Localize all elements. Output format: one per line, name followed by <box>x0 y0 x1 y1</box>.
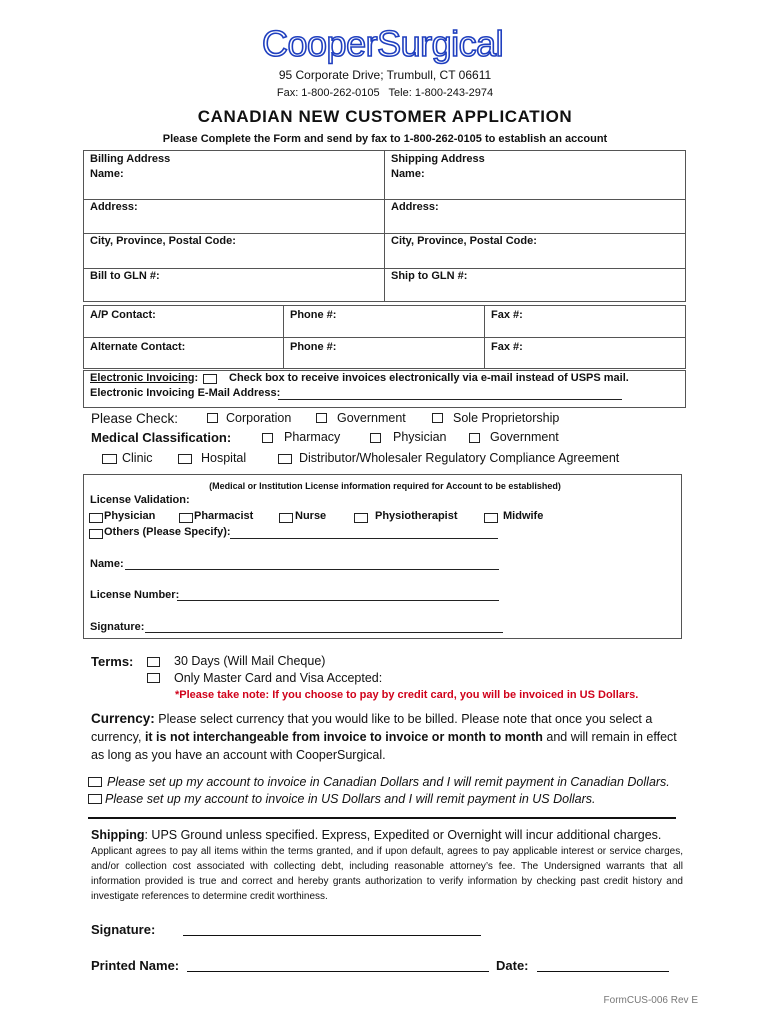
hospital-label: Hospital <box>201 451 247 465</box>
license-signature-label: Signature: <box>90 621 145 633</box>
einvoice-email-input[interactable] <box>278 399 622 400</box>
shipping-terms-text: Shipping: UPS Ground unless specified. Express, Expedited or Overnight will incur additional charges. <box>91 828 662 842</box>
logo-text: CooperSurgical <box>262 23 504 64</box>
divider <box>283 305 284 369</box>
physician-checkbox[interactable] <box>370 433 381 443</box>
legal-agreement-text: Applicant agrees to pay all items within the terms granted, and if upon default, agrees to pay applicable interest or service charges, and/or collection cost associated with collecting debt, including reasonable attorney’s fee. The Undersigned warrants that all information provided is true and correct and hereby grants authorization to verify information by checking past credit history and investigate references to determine credit worthiness. <box>91 846 683 902</box>
license-nurse-label: Nurse <box>295 510 327 522</box>
license-signature-input[interactable] <box>145 632 503 633</box>
address-divider <box>384 150 385 302</box>
terms-30days-checkbox[interactable] <box>147 657 160 667</box>
shipping-address-field[interactable]: Address: <box>391 201 439 213</box>
company-address: 95 Corporate Drive; Trumbull, CT 06611 <box>278 68 492 82</box>
einvoice-checkbox[interactable] <box>203 374 217 384</box>
einvoice-label: Electronic Invoicing: <box>90 372 199 384</box>
license-others-label: Others (Please Specify): <box>104 526 231 538</box>
printed-name-input[interactable] <box>187 971 489 972</box>
printed-name-label: Printed Name: <box>91 958 180 973</box>
license-pharmacist-checkbox[interactable] <box>179 513 193 523</box>
company-contact: Fax: 1-800-262-0105 Tele: 1-800-243-2974 <box>276 87 494 99</box>
clinic-checkbox[interactable] <box>102 454 117 464</box>
terms-30days-label: 30 Days (Will Mail Cheque) <box>174 654 326 668</box>
currency-text-line2: currency, it is not interchangeable from invoice to invoice or month to month and will remain in effect <box>91 730 677 744</box>
divider <box>83 233 686 234</box>
license-name-label: Name: <box>90 558 124 570</box>
license-validation-label: License Validation: <box>90 494 190 506</box>
currency-usd-label: Please set up my account to invoice in US Dollars and I will remit payment in US Dollars. <box>105 792 596 806</box>
shipping-gln-field[interactable]: Ship to GLN #: <box>391 270 468 282</box>
divider <box>83 337 686 338</box>
divider <box>83 268 686 269</box>
pharmacy-checkbox[interactable] <box>262 433 273 443</box>
license-note: (Medical or Institution License information required for Account to be established) <box>209 481 561 491</box>
billing-gln-field[interactable]: Bill to GLN #: <box>90 270 160 282</box>
license-pharmacist-label: Pharmacist <box>194 510 254 522</box>
currency-text-line3: as long as you have an account with CooperSurgical. <box>91 748 386 762</box>
sole-proprietorship-label: Sole Proprietorship <box>453 411 560 425</box>
medical-classification-label: Medical Classification: <box>91 430 232 445</box>
government-med-label: Government <box>490 430 559 444</box>
divider <box>83 199 686 200</box>
license-midwife-label: Midwife <box>503 510 544 522</box>
corporation-label: Corporation <box>226 411 292 425</box>
please-check-label: Please Check: <box>91 411 179 426</box>
alt-fax-field[interactable]: Fax #: <box>491 341 523 353</box>
license-physiotherapist-checkbox[interactable] <box>354 513 368 523</box>
distributor-checkbox[interactable] <box>278 454 292 464</box>
distributor-label: Distributor/Wholesaler Regulatory Compliance Agreement <box>299 451 620 465</box>
terms-credit-note: *Please take note: If you choose to pay by credit card, you will be invoiced in US Dollars. <box>175 689 639 701</box>
signature-input[interactable] <box>183 935 481 936</box>
corporation-checkbox[interactable] <box>207 413 218 423</box>
shipping-heading: Shipping Address <box>391 153 485 165</box>
government-med-checkbox[interactable] <box>469 433 480 443</box>
divider <box>484 305 485 369</box>
physician-label: Physician <box>393 430 447 444</box>
license-physician-label: Physician <box>104 510 156 522</box>
terms-label: Terms: <box>91 654 134 669</box>
billing-name-field[interactable]: Name: <box>90 168 124 180</box>
terms-credit-card-label: Only Master Card and Visa Accepted: <box>174 671 383 685</box>
alt-phone-field[interactable]: Phone #: <box>290 341 337 353</box>
ap-phone-field[interactable]: Phone #: <box>290 309 337 321</box>
shipping-city-field[interactable]: City, Province, Postal Code: <box>391 235 537 247</box>
currency-usd-checkbox[interactable] <box>88 794 102 804</box>
license-number-label: License Number: <box>90 589 180 601</box>
license-nurse-checkbox[interactable] <box>279 513 293 523</box>
ap-contact-field[interactable]: A/P Contact: <box>90 309 156 321</box>
billing-address-field[interactable]: Address: <box>90 201 138 213</box>
billing-city-field[interactable]: City, Province, Postal Code: <box>90 235 236 247</box>
einvoice-checkbox-text: Check box to receive invoices electronically via e-mail instead of USPS mail. <box>229 372 629 384</box>
hospital-checkbox[interactable] <box>178 454 192 464</box>
form-id: FormCUS-006 Rev E <box>603 995 698 1006</box>
coopersurgical-logo <box>262 22 512 66</box>
billing-heading: Billing Address <box>90 153 171 165</box>
license-name-input[interactable] <box>125 569 499 570</box>
sole-proprietorship-checkbox[interactable] <box>432 413 443 423</box>
shipping-name-field[interactable]: Name: <box>391 168 425 180</box>
form-instructions: Please Complete the Form and send by fax to 1-800-262-0105 to establish an account <box>162 133 608 145</box>
einvoice-email-label: Electronic Invoicing E-Mail Address: <box>90 387 281 399</box>
currency-cad-checkbox[interactable] <box>88 777 102 787</box>
page-title: CANADIAN NEW CUSTOMER APPLICATION <box>197 107 573 126</box>
license-others-checkbox[interactable] <box>89 529 103 539</box>
government-label: Government <box>337 411 406 425</box>
currency-text-line1: Currency: Please select currency that you would like to be billed. Please note that once you select a <box>91 711 653 726</box>
ap-fax-field[interactable]: Fax #: <box>491 309 523 321</box>
license-physician-checkbox[interactable] <box>89 513 103 523</box>
license-number-input[interactable] <box>177 600 499 601</box>
clinic-label: Clinic <box>122 451 153 465</box>
pharmacy-label: Pharmacy <box>284 430 341 444</box>
government-checkbox[interactable] <box>316 413 327 423</box>
date-label: Date: <box>496 958 529 973</box>
signature-label: Signature: <box>91 922 156 937</box>
license-physiotherapist-label: Physiotherapist <box>375 510 458 522</box>
alternate-contact-field[interactable]: Alternate Contact: <box>90 341 186 353</box>
terms-credit-card-checkbox[interactable] <box>147 673 160 683</box>
license-others-input[interactable] <box>230 538 498 539</box>
license-midwife-checkbox[interactable] <box>484 513 498 523</box>
section-divider <box>88 817 676 819</box>
currency-cad-label: Please set up my account to invoice in Canadian Dollars and I will remit payment in Canadian Dollars. <box>107 775 670 789</box>
date-input[interactable] <box>537 971 669 972</box>
